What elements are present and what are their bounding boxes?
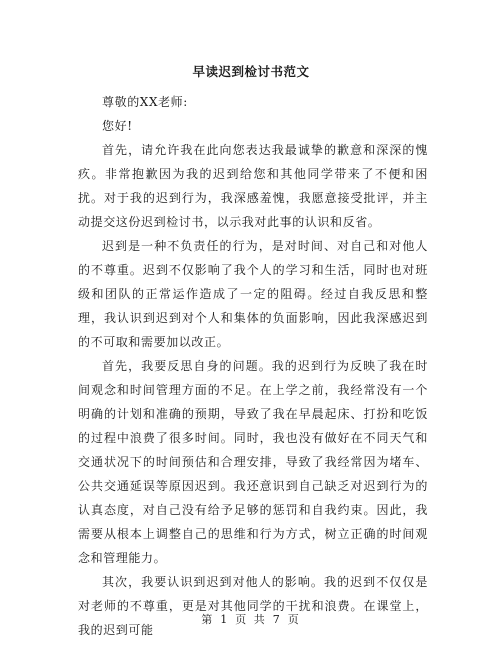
document-title: 早读迟到检讨书范文	[192, 64, 310, 79]
page-label-middle: 页 共	[235, 613, 267, 626]
page-label-prefix: 第	[201, 613, 215, 626]
page-label-suffix: 页	[287, 613, 301, 626]
body-paragraph: 迟到是一种不负责任的行为，是对时间、对自己和对他人的不尊重。迟到不仅影响了我个人的学习和生活，同时也对班级和团队的正常运作造成了一定的阻碍。经过自我反思和整理，我认识到迟到对个人和集体的负面影响，因此我深感迟到的不可取和需要加以改正。	[78, 239, 428, 349]
body-paragraph: 其次，我要认识到迟到对他人的影响。我的迟到不仅仅是对老师的不尊重，更是对其他同学的干扰和浪费。在课堂上，我的迟到可能	[78, 575, 428, 637]
current-page-number: 1	[220, 613, 230, 626]
body-paragraph: 首先，请允许我在此向您表达我最诚挚的歉意和深深的愧疚。非常抱歉因为我的迟到给您和其他同学带来了不便和困扰。对于我的迟到行为，我深感羞愧，我愿意接受批评，并主动提交这份迟到检讨书，以示我对此事的认识和反省。	[78, 143, 428, 229]
page-footer	[0, 611, 502, 627]
salutation: 尊敬的XX老师:	[102, 95, 188, 109]
document-body	[78, 90, 428, 642]
total-pages-number: 7	[272, 613, 282, 626]
body-paragraph: 首先，我要反思自身的问题。我的迟到行为反映了我在时间观念和时间管理方面的不足。在上学之前，我经常没有一个明确的计划和准确的预期，导致了我在早晨起床、打扮和吃饭的过程中浪费了很多时间。同时，我也没有做好在不同天气和交通状况下的时间预估和合理安排，导致了我经常因为堵车、公共交通延误等原因迟到。我还意识到自己缺乏对迟到行为的认真态度，对自己没有给予足够的惩罚和自我约束。因此，我需要从根本上调整自己的思维和行为方式，树立正确的时间观念和管理能力。	[78, 359, 428, 565]
greeting: 您好!	[102, 119, 133, 133]
